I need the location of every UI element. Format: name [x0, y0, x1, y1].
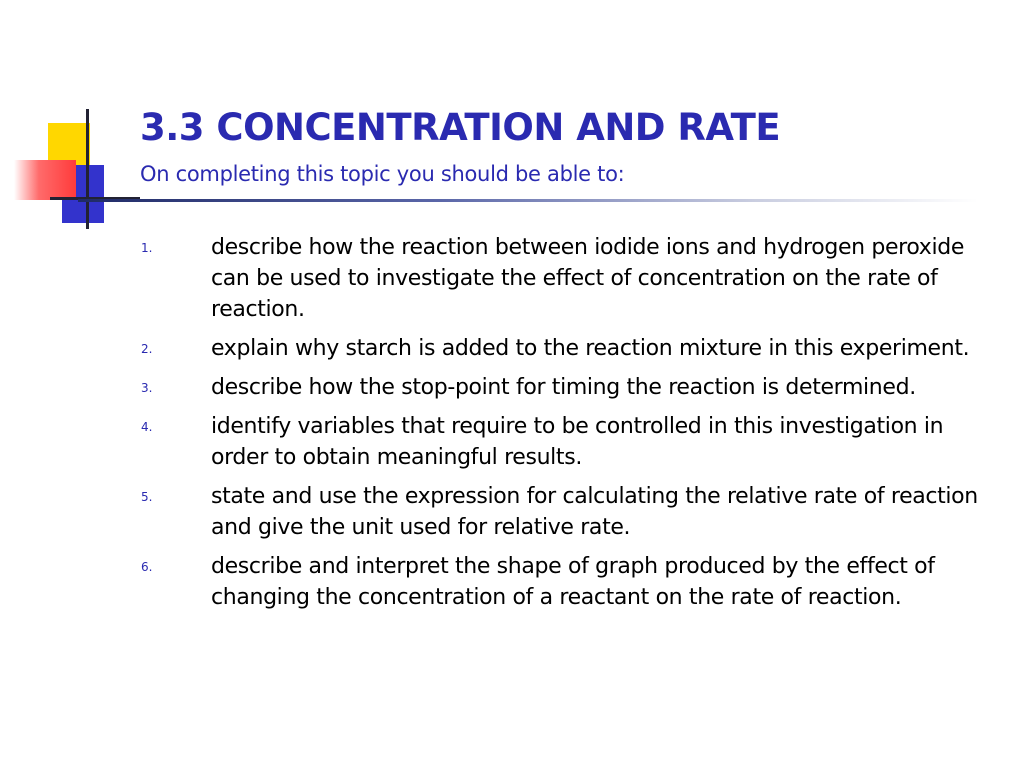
objective-text: describe how the stop-point for timing the reaction is determined. [211, 375, 916, 400]
objective-number: 4. [141, 420, 153, 434]
objective-item [0, 481, 1024, 543]
decorative-squares-logo [10, 105, 150, 235]
objective-text: describe how the reaction between iodide ions and hydrogen peroxide can be used to investigate the effect of concentration on the rate of reaction. [211, 235, 965, 322]
logo-vertical-line [86, 109, 89, 229]
objective-number: 3. [141, 381, 153, 395]
red-square [14, 160, 76, 200]
objective-number: 5. [141, 490, 153, 504]
objective-text: describe and interpret the shape of graph produced by the effect of changing the concentration of a reactant on the rate of reaction. [211, 554, 935, 610]
objective-text: state and use the expression for calculating the relative rate of reaction and give the unit used for relative rate. [211, 484, 978, 540]
objective-number: 2. [141, 342, 153, 356]
objective-item [0, 411, 1024, 473]
slide-subtitle: On completing this topic you should be able to: [140, 162, 625, 186]
objective-text: identify variables that require to be controlled in this investigation in order to obtain meaningful results. [211, 414, 944, 470]
objective-item [0, 333, 1024, 364]
objective-item [0, 372, 1024, 403]
title-divider [78, 199, 978, 202]
objective-number: 6. [141, 560, 153, 574]
objective-item [0, 232, 1024, 325]
objectives-list [0, 232, 1024, 621]
slide-title: 3.3 CONCENTRATION AND RATE [140, 106, 781, 149]
objective-number: 1. [141, 241, 153, 255]
objective-item [0, 551, 1024, 613]
objective-text: explain why starch is added to the reaction mixture in this experiment. [211, 336, 970, 361]
